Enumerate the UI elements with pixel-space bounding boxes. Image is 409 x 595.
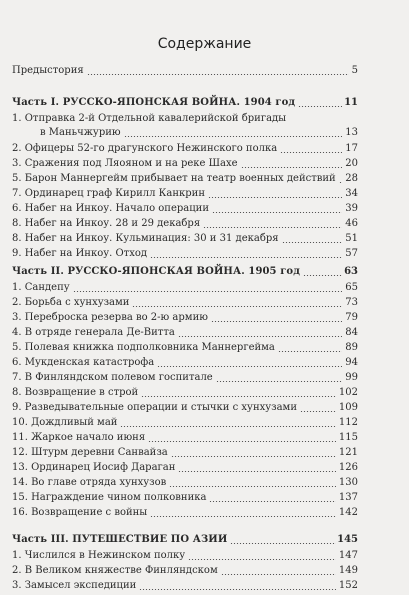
dot-leader	[282, 242, 342, 243]
toc-entry	[0, 142, 409, 158]
toc-entry	[0, 64, 409, 80]
toc-entry	[0, 461, 409, 477]
toc-page-number: 79	[345, 312, 358, 323]
toc-entry-title: Часть III. ПУТЕШЕСТВИЕ ПО АЗИИ	[12, 534, 228, 545]
toc-entry-title: 8. Набег на Инкоу. Кульминация: 30 и 31 декабря	[12, 233, 279, 244]
toc-entry-title: 2. В Великом княжестве Финляндском	[12, 565, 218, 576]
toc-page-number: 17	[345, 143, 358, 154]
toc-entry	[0, 326, 409, 342]
dot-leader	[221, 574, 336, 575]
toc-page-number: 11	[344, 97, 358, 108]
toc-entry-title: 3. Замысел экспедиции	[12, 580, 137, 591]
toc-entry-title: 1. Отправка 2-й Отдельной кавалерийской бригады	[12, 113, 287, 124]
dot-leader	[241, 167, 342, 168]
toc-entry	[0, 157, 409, 173]
dot-leader	[148, 441, 335, 442]
dot-leader	[208, 197, 342, 198]
toc-page-number: 142	[338, 507, 358, 518]
toc-part-heading	[0, 533, 409, 549]
toc-entry	[0, 356, 409, 372]
dot-leader	[209, 501, 335, 502]
dot-leader	[141, 396, 335, 397]
toc-entry	[0, 341, 409, 357]
toc-entry	[0, 446, 409, 462]
dot-leader	[169, 486, 335, 487]
dot-leader	[132, 306, 342, 307]
toc-entry	[0, 476, 409, 492]
toc-entry-title: 14. Во главе отряда хунхузов	[12, 477, 167, 488]
toc-page-number: 84	[345, 327, 358, 338]
toc-entry	[0, 371, 409, 387]
toc-entry-title: 4. В отряде генерала Де-Витта	[12, 327, 175, 338]
toc-entry	[0, 232, 409, 248]
toc-entry	[0, 281, 409, 297]
toc-page-number: 137	[338, 492, 358, 503]
toc-entry-title: 2. Офицеры 52-го драгунского Нежинского полка	[12, 143, 278, 154]
toc-entry-title: 13. Ординарец Иосиф Дараган	[12, 462, 176, 473]
toc-entry	[0, 311, 409, 327]
toc-page-number: 145	[337, 534, 358, 545]
toc-entry	[0, 506, 409, 522]
toc-page-number: 51	[345, 233, 358, 244]
toc-entry	[0, 202, 409, 218]
toc-entry	[0, 564, 409, 580]
toc-entry-title: 2. Борьба с хунхузами	[12, 297, 130, 308]
toc-entry	[0, 247, 409, 263]
toc-entry-title: 3. Переброска резерва во 2-ю армию	[12, 312, 208, 323]
dot-leader	[211, 321, 342, 322]
dot-leader	[124, 136, 342, 137]
toc-page-number: 34	[345, 188, 358, 199]
toc-page-number: 63	[344, 266, 358, 277]
toc-entry	[0, 549, 409, 565]
toc-entry-title: 9. Набег на Инкоу. Отход	[12, 248, 148, 259]
dot-leader	[216, 381, 342, 382]
toc-page-number: 39	[345, 203, 358, 214]
toc-entry	[0, 296, 409, 312]
toc-page-number: 115	[338, 432, 358, 443]
toc-entry-title: 10. Дождливый май	[12, 417, 118, 428]
dot-leader	[150, 516, 335, 517]
toc-entry	[0, 217, 409, 233]
toc-entry-title: в Маньчжурию	[40, 127, 121, 138]
dot-leader	[157, 366, 342, 367]
toc-entry	[0, 187, 409, 203]
dot-leader	[188, 559, 335, 560]
toc-entry	[0, 579, 409, 595]
toc-entry-title: Часть I. РУССКО-ЯПОНСКАЯ ВОЙНА. 1904 год	[12, 97, 296, 108]
dot-leader	[178, 336, 342, 337]
toc-page-number: 102	[338, 387, 358, 398]
toc-page-number: 13	[345, 127, 358, 138]
dot-leader	[212, 212, 342, 213]
toc-entry	[0, 386, 409, 402]
toc-entry-title: 5. Барон Маннергейм прибывает на театр военных действий	[12, 173, 336, 184]
dot-leader	[298, 106, 342, 107]
dot-leader	[339, 182, 342, 183]
toc-entry-title: 7. В Финляндском полевом госпитале	[12, 372, 213, 383]
toc-entry-title: 12. Штурм деревни Санвайза	[12, 447, 168, 458]
toc-entry-title: 1. Сандепу	[12, 282, 70, 293]
toc-entry-title: 7. Ординарец граф Кирилл Канкрин	[12, 188, 206, 199]
dot-leader	[178, 471, 335, 472]
toc-page-number: 130	[338, 477, 358, 488]
dot-leader	[230, 543, 335, 544]
toc-part-heading	[0, 265, 409, 281]
toc-page-number: 152	[338, 580, 358, 591]
page-title: Содержание	[157, 36, 252, 52]
toc-page-number: 65	[345, 282, 358, 293]
toc-page-number: 94	[345, 357, 358, 368]
dot-leader	[150, 257, 342, 258]
toc-page-number: 147	[338, 550, 358, 561]
toc-page-number: 109	[338, 402, 358, 413]
dot-leader	[203, 227, 342, 228]
dot-leader	[278, 351, 342, 352]
toc-entry	[0, 416, 409, 432]
toc-page-number: 5	[351, 65, 358, 76]
dot-leader	[280, 152, 342, 153]
toc-entry	[0, 126, 409, 142]
dot-leader	[300, 411, 336, 412]
toc-entry-title: 3. Сражения под Ляояном и на реке Шахе	[12, 158, 238, 169]
toc-page-number: 46	[345, 218, 358, 229]
toc-page-number: 112	[338, 417, 358, 428]
toc-entry-title: 11. Жаркое начало июня	[12, 432, 146, 443]
toc-page-number: 121	[338, 447, 358, 458]
dot-leader	[87, 74, 349, 75]
toc-entry-title: 8. Возвращение в строй	[12, 387, 139, 398]
toc-page-number: 89	[345, 342, 358, 353]
toc-page-number: 99	[345, 372, 358, 383]
toc-page-number: 149	[338, 565, 358, 576]
toc-entry	[0, 172, 409, 188]
dot-leader	[303, 275, 342, 276]
toc-entry-title: 6. Набег на Инкоу. Начало операции	[12, 203, 209, 214]
toc-entry-title: Предыстория	[12, 65, 84, 76]
toc-page-number: 126	[338, 462, 358, 473]
dot-leader	[73, 291, 342, 292]
toc-entry	[0, 401, 409, 417]
dot-leader	[120, 426, 335, 427]
dot-leader	[171, 456, 336, 457]
toc-page-number: 73	[345, 297, 358, 308]
toc-entry-title: 15. Награждение чином полковника	[12, 492, 207, 503]
toc-entry-title: Часть II. РУССКО-ЯПОНСКАЯ ВОЙНА. 1905 год	[12, 266, 300, 277]
toc-entry-title: 9. Разведывательные операции и стычки с хунхузами	[12, 402, 297, 413]
toc-page-number: 57	[345, 248, 358, 259]
toc-entry-title: 5. Полевая книжка подполковника Маннергейма	[12, 342, 275, 353]
toc-entry	[0, 431, 409, 447]
toc-entry-title: 6. Мукденская катастрофа	[12, 357, 155, 368]
toc-page-number: 20	[345, 158, 358, 169]
toc-entry-title: 16. Возвращение с войны	[12, 507, 148, 518]
toc-page-number: 28	[345, 173, 358, 184]
toc-entry-title: 8. Набег на Инкоу. 28 и 29 декабря	[12, 218, 201, 229]
toc-part-heading	[0, 96, 409, 112]
toc-entry	[0, 491, 409, 507]
toc-entry-title: 1. Числился в Нежинском полку	[12, 550, 186, 561]
